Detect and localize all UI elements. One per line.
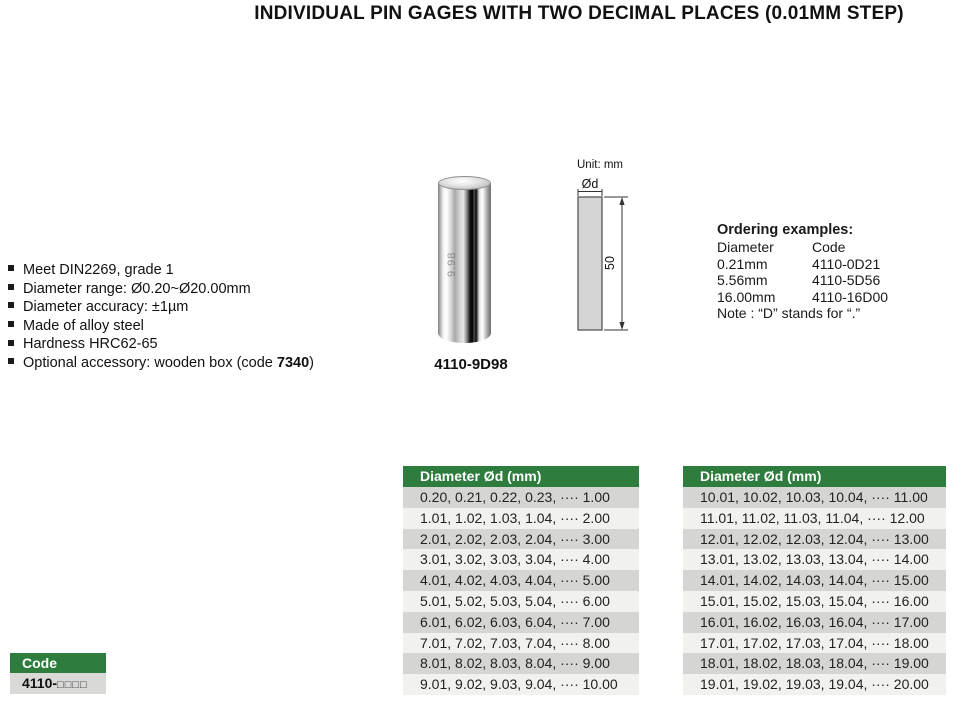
ordering-heading: Ordering examples:: [717, 222, 854, 238]
table-header: Diameter Ød (mm): [403, 466, 639, 487]
ordering-diameter: 5.56mm: [717, 272, 768, 289]
ordering-note: Note : “D” stands for “.”: [717, 305, 861, 322]
pin-side-view-rect: [578, 197, 602, 330]
feature-item: [8, 261, 368, 280]
pin-top-face: [438, 176, 491, 190]
ordering-diameter: 0.21mm: [717, 255, 768, 272]
feature-item: [8, 317, 368, 336]
table-row: 17.01, 17.02, 17.03, 17.04, ···· 18.00: [683, 633, 946, 654]
ordering-examples: [717, 222, 937, 321]
ordering-col-code: Code: [812, 239, 846, 256]
table-row: 19.01, 19.02, 19.03, 19.04, ···· 20.00: [683, 674, 946, 695]
table-row: 1.01, 1.02, 1.03, 1.04, ···· 2.00: [403, 508, 639, 529]
pin-gage-photo: [438, 176, 491, 343]
table-row: 5.01, 5.02, 5.03, 5.04, ···· 6.00: [403, 591, 639, 612]
table-row: 9.01, 9.02, 9.03, 9.04, ···· 10.00: [403, 674, 639, 695]
feature-item: [8, 335, 368, 354]
feature-item-accessory: [8, 354, 368, 373]
code-block-value: [10, 673, 106, 694]
diameter-dim-label: Ød: [581, 177, 599, 191]
feature-text: Meet DIN2269, grade 1: [23, 262, 174, 278]
code-placeholder-boxes: □□□□: [57, 679, 88, 691]
ordering-col-diameter: Diameter: [717, 239, 774, 256]
feature-text: Diameter range: Ø0.20~Ø20.00mm: [23, 280, 251, 297]
feature-text: Optional accessory: wooden box (code 7340): [23, 354, 315, 371]
code-prefix: 4110-: [22, 675, 58, 691]
unit-label: Unit: mm: [577, 159, 623, 171]
feature-list: [8, 261, 368, 373]
dimension-drawing: [556, 155, 656, 341]
bullet-square-icon: [8, 302, 14, 308]
ordering-row: [717, 289, 937, 305]
table-row: 8.01, 8.02, 8.03, 8.04, ···· 9.00: [403, 653, 639, 674]
table-row: 14.01, 14.02, 14.03, 14.04, ···· 15.00: [683, 570, 946, 591]
product-code-label: 4110-9D98: [434, 356, 508, 373]
feature-text: Made of alloy steel: [23, 317, 144, 334]
table-row: 3.01, 3.02, 3.03, 3.04, ···· 4.00: [403, 549, 639, 570]
table-row: 4.01, 4.02, 4.03, 4.04, ···· 5.00: [403, 570, 639, 591]
feature-text: Hardness HRC62-65: [23, 336, 158, 353]
table-row: 2.01, 2.02, 2.03, 2.04, ···· 3.00: [403, 529, 639, 550]
table-row: 7.01, 7.02, 7.03, 7.04, ···· 8.00: [403, 633, 639, 654]
table-rows: [403, 487, 639, 695]
bullet-square-icon: [8, 265, 14, 271]
table-row: 18.01, 18.02, 18.03, 18.04, ···· 19.00: [683, 653, 946, 674]
feature-item: [8, 298, 368, 317]
ordering-row: [717, 256, 937, 272]
diameter-table-right: [683, 466, 946, 695]
table-row: 16.01, 16.02, 16.03, 16.04, ···· 17.00: [683, 612, 946, 633]
accessory-code: 7340: [276, 354, 310, 371]
diameter-table-left: [403, 466, 639, 695]
bullet-square-icon: [8, 284, 14, 290]
bullet-square-icon: [8, 358, 14, 364]
code-block: [10, 653, 106, 694]
table-row: 11.01, 11.02, 11.03, 11.04, ···· 12.00: [683, 508, 946, 529]
ordering-columns-row: [717, 239, 937, 255]
length-dim-label: 50: [603, 256, 617, 270]
table-row: 6.01, 6.02, 6.03, 6.04, ···· 7.00: [403, 612, 639, 633]
table-row: 12.01, 12.02, 12.03, 12.04, ···· 13.00: [683, 529, 946, 550]
pin-engraving-text: 9.98: [446, 251, 458, 277]
ordering-diameter: 16.00mm: [717, 288, 776, 305]
ordering-code: 4110-0D21: [812, 255, 881, 272]
feature-text: Diameter accuracy: ±1µm: [23, 299, 189, 316]
table-row: 13.01, 13.02, 13.03, 13.04, ···· 14.00: [683, 549, 946, 570]
ordering-code: 4110-16D00: [812, 288, 889, 305]
table-header: Diameter Ød (mm): [683, 466, 946, 487]
table-row: 10.01, 10.02, 10.03, 10.04, ···· 11.00: [683, 487, 946, 508]
table-row: 0.20, 0.21, 0.22, 0.23, ···· 1.00: [403, 487, 639, 508]
ordering-row: [717, 272, 937, 288]
table-rows: [683, 487, 946, 695]
ordering-code: 4110-5D56: [812, 272, 881, 289]
bullet-square-icon: [8, 321, 14, 327]
table-row: 15.01, 15.02, 15.03, 15.04, ···· 16.00: [683, 591, 946, 612]
page-title: INDIVIDUAL PIN GAGES WITH TWO DECIMAL PLACES (0.01MM STEP): [254, 3, 904, 24]
feature-item: [8, 280, 368, 299]
bullet-square-icon: [8, 340, 14, 346]
code-block-header: Code: [10, 653, 106, 673]
